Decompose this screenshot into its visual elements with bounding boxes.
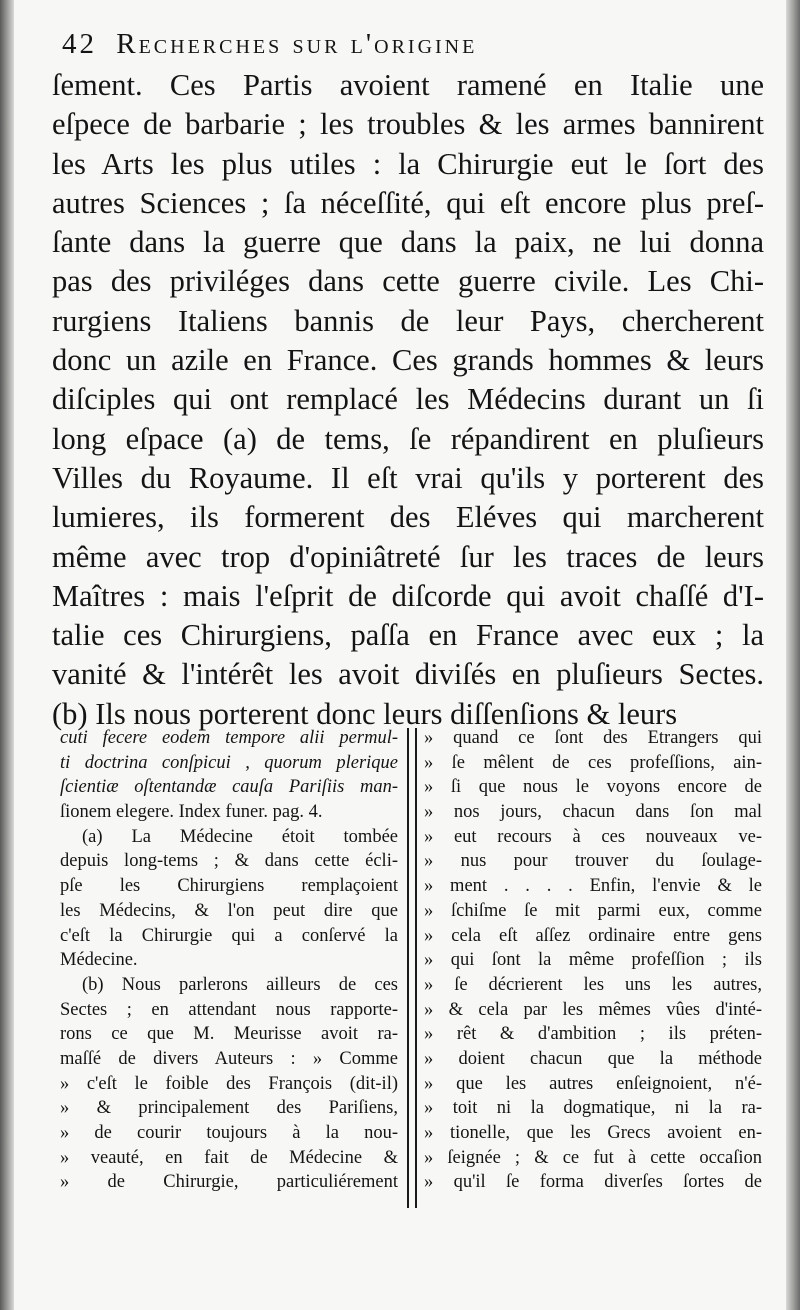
text-line: Maîtres : mais l'eſprit de diſcorde qui avoit chaſſé d'I- — [52, 578, 764, 613]
footnote-line: » quand ce ſont des Etrangers qui — [424, 728, 762, 748]
running-head — [62, 28, 762, 68]
footnote-line: ti doctrina conſpicui , quorum plerique — [60, 752, 398, 773]
footnote-line: » ſchiſme ſe mit parmi eux, comme — [424, 900, 762, 921]
footnote-column-left — [60, 726, 398, 1195]
footnote-line: » de Chirurgie, particuliérement — [60, 1172, 398, 1193]
page-shadow-left — [0, 0, 14, 1310]
footnote-line: » ſe mêlent de ces profeſſions, ain- — [424, 752, 762, 773]
footnote-line: ſionem elegere. Index funer. pag. 4. — [60, 802, 323, 823]
footnote-line: » ment . . . . Enfin, l'envie & le — [424, 876, 762, 897]
footnote-line: » de courir toujours à la nou- — [60, 1123, 398, 1143]
text-line: autres Sciences ; ſa néceſſité, qui eſt encore plus preſ- — [52, 185, 764, 220]
text-line: rurgiens Italiens bannis de leur Pays, chercherent — [52, 303, 764, 338]
footnote-line: » nos jours, chacun dans ſon mal — [424, 802, 762, 823]
footnote-line: rons ce que M. Meurisse avoit ra- — [60, 1024, 398, 1045]
text-line: pas des priviléges dans cette guerre civile. Les Chi- — [52, 264, 764, 299]
footnote-line: » nus pour trouver du ſoulage- — [424, 851, 762, 872]
footnote-line: Sectes ; en attendant nous rapporte- — [60, 999, 398, 1020]
footnote-line: ſcientiæ oſtentandæ cauſa Pariſiis man- — [60, 777, 398, 798]
text-line: vanité & l'intérêt les avoit diviſés en pluſieurs Sectes. — [52, 657, 764, 692]
page-number: 42 — [62, 28, 97, 60]
text-line: diſciples qui ont remplacé les Médecins durant un ſi — [52, 382, 764, 417]
footnote-line: » toit ni la dogmatique, ni la ra- — [424, 1098, 762, 1119]
footnote-line: » & principalement des Pariſiens, — [60, 1098, 398, 1119]
footnote-line: » que les autres enſeignoient, n'é- — [424, 1073, 762, 1094]
footnote-line: c'eſt la Chirurgie qui a conſervé la — [60, 925, 398, 946]
text-line: ſante dans la guerre que dans la paix, ne lui donna — [52, 225, 764, 260]
footnote-line: » ſi que nous le voyons encore de — [424, 777, 762, 798]
text-line: lumieres, ils formerent des Eléves qui marcherent — [52, 500, 764, 535]
footnote-line: » doient chacun que la méthode — [424, 1048, 762, 1069]
footnote-line: » tionelle, que les Grecs avoient en- — [424, 1123, 762, 1143]
footnote-line: maſſé de divers Auteurs : » Comme — [60, 1048, 398, 1069]
text-line: talie ces Chirurgiens, paſſa en France avec eux ; la — [52, 618, 764, 653]
footnotes — [60, 726, 762, 1216]
text-line: les Arts les plus utiles : la Chirurgie eut le ſort des — [52, 146, 764, 181]
footnote-line: » veauté, en fait de Médecine & — [60, 1147, 398, 1168]
footnote-line: » ſe décrierent les uns les autres, — [424, 974, 762, 995]
footnote-line: » & cela par les mêmes vûes d'inté- — [424, 999, 762, 1020]
text-line: (b) Ils nous porterent donc leurs diſſenſions & leurs — [52, 696, 678, 731]
text-line: Villes du Royaume. Il eſt vrai qu'ils y porterent des — [52, 460, 764, 495]
text-line: long eſpace (a) de tems, ſe répandirent en pluſieurs — [52, 421, 764, 456]
footnote-line: pſe les Chirurgiens remplaçoient — [60, 876, 398, 897]
footnote-line: (b) Nous parlerons ailleurs de ces — [82, 974, 398, 995]
footnote-line: » rêt & d'ambition ; ils préten- — [424, 1024, 762, 1045]
text-line: donc un azile en France. Ces grands hommes & leurs — [52, 343, 764, 378]
text-line: eſpece de barbarie ; les troubles & les armes bannirent — [52, 107, 764, 142]
footnote-line: les Médecins, & l'on peut dire que — [60, 900, 398, 921]
main-text-block — [52, 66, 764, 734]
text-line: même avec trop d'opiniâtreté ſur les traces de leurs — [52, 539, 764, 574]
footnote-column-right — [424, 726, 762, 1195]
footnote-line: depuis long-tems ; & dans cette écli- — [60, 851, 398, 872]
footnote-line: » cela eſt aſſez ordinaire entre gens — [424, 925, 762, 946]
footnote-line: » qu'il ſe forma diverſes ſortes de — [424, 1172, 762, 1193]
column-divider-rule — [407, 728, 417, 1208]
footnote-line: » qui ſont la même profeſſion ; ils — [424, 950, 762, 971]
text-line: ſement. Ces Partis avoient ramené en Italie une — [52, 68, 764, 102]
page-shadow-right — [786, 0, 800, 1310]
footnote-line: » c'eſt le foible des François (dit-il) — [60, 1073, 398, 1094]
running-title: Recherches sur l'origine — [116, 28, 478, 60]
footnote-line: » eut recours à ces nouveaux ve- — [424, 826, 762, 847]
footnote-line: Médecine. — [60, 950, 138, 971]
footnote-line: cuti fecere eodem tempore alii permul- — [60, 728, 398, 748]
footnote-line: » ſeignée ; & ce fut à cette occaſion — [424, 1147, 762, 1168]
footnote-line: (a) La Médecine étoit tombée — [82, 826, 398, 847]
